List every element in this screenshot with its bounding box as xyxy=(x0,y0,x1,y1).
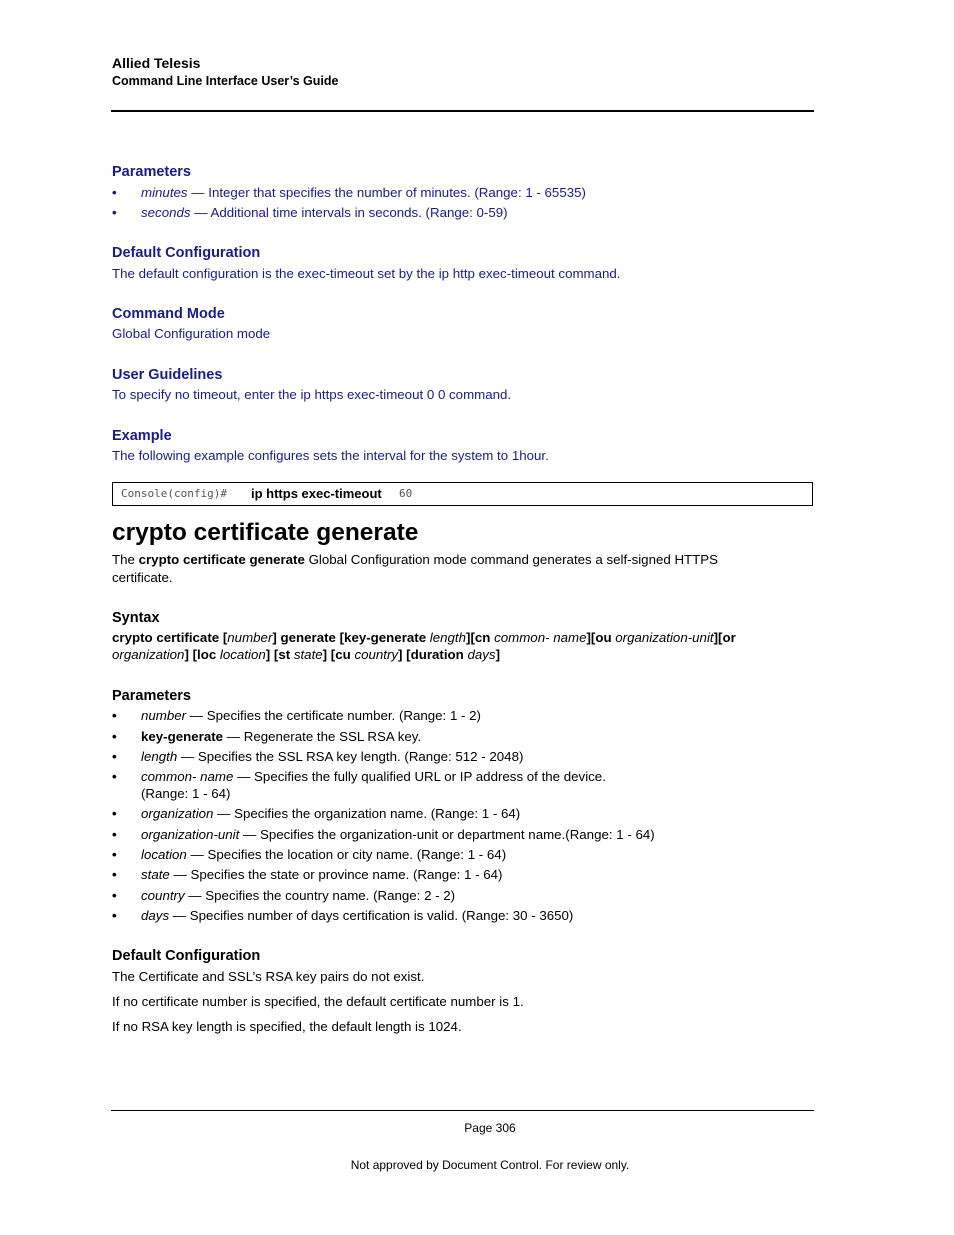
param-term: number xyxy=(141,708,187,723)
intro-line-2: certificate. xyxy=(112,570,173,585)
command-mode-text: Global Configuration mode xyxy=(112,326,271,341)
syntax-argument: organization-unit xyxy=(615,630,714,645)
param-desc: — Specifies the state or province name. (Range: 1 - 64) xyxy=(169,867,503,882)
param-desc: — Specifies the location or city name. (Range: 1 - 64) xyxy=(186,847,507,862)
param-term: organization-unit xyxy=(141,827,240,842)
parameters-heading: Parameters xyxy=(112,164,191,180)
param-desc: — Specifies the organization name. (Range: 1 - 64) xyxy=(213,806,521,821)
header-rule xyxy=(111,110,814,112)
parameters-heading: Parameters xyxy=(112,688,191,704)
console-prompt: Console(config)# xyxy=(121,487,227,500)
bullet: • xyxy=(112,708,117,723)
param-term: country xyxy=(141,888,185,903)
default-line-3: If no RSA key length is specified, the default length is 1024. xyxy=(112,1019,462,1034)
code-example-box xyxy=(112,482,813,506)
intro-line-1: The crypto certificate generate Global Configuration mode command generates a self-signed HTTPS xyxy=(112,552,719,567)
param-desc: — Additional time intervals in seconds. (Range: 0-59) xyxy=(190,205,508,220)
param-desc: — Specifies the country name. (Range: 2 - 2) xyxy=(184,888,456,903)
default-config-text: The default configuration is the exec-timeout set by the ip http exec-timeout command. xyxy=(112,266,621,281)
command-mode-heading: Command Mode xyxy=(112,306,225,322)
syntax-keyword: ][or xyxy=(713,630,736,645)
syntax-keyword: ] xyxy=(495,647,501,662)
param-desc: — Specifies the fully qualified URL or IP address of the device. xyxy=(233,769,606,784)
param-term: days xyxy=(141,908,170,923)
example-text: The following example configures sets the interval for the system to 1hour. xyxy=(112,448,549,463)
syntax-keyword: ] [loc xyxy=(184,647,220,662)
param-term: location xyxy=(141,847,187,862)
param-term: seconds xyxy=(141,205,191,220)
param-desc: — Regenerate the SSL RSA key. xyxy=(223,729,422,744)
param-term: state xyxy=(141,867,170,882)
param-desc: — Integer that specifies the number of minutes. (Range: 1 - 65535) xyxy=(187,185,586,200)
syntax-keyword: ][cn xyxy=(466,630,495,645)
param-term: key-generate xyxy=(141,729,224,744)
bullet: • xyxy=(112,847,117,862)
console-argument: 60 xyxy=(399,487,413,500)
bullet: • xyxy=(112,205,117,220)
syntax-keyword: ] generate [key-generate xyxy=(272,630,430,645)
user-guidelines-heading: User Guidelines xyxy=(112,367,223,383)
bullet: • xyxy=(112,867,117,882)
default-line-1: The Certificate and SSL’s RSA key pairs do not exist. xyxy=(112,969,425,984)
syntax-heading: Syntax xyxy=(112,610,160,626)
syntax-argument: number xyxy=(227,630,273,645)
param-desc: — Specifies the certificate number. (Range: 1 - 2) xyxy=(186,708,481,723)
console-command: ip https exec-timeout xyxy=(251,486,382,501)
syntax-keyword: ][ou xyxy=(586,630,616,645)
bullet: • xyxy=(112,827,117,842)
company-name: Allied Telesis xyxy=(112,55,201,71)
param-desc: — Specifies number of days certification is valid. (Range: 30 - 3650) xyxy=(169,908,574,923)
syntax-argument: length xyxy=(429,630,467,645)
review-note: Not approved by Document Control. For review only. xyxy=(350,1158,630,1172)
syntax-keyword: crypto certificate [ xyxy=(112,630,228,645)
syntax-argument: location xyxy=(219,647,266,662)
param-desc: — Specifies the SSL RSA key length. (Range: 512 - 2048) xyxy=(177,749,524,764)
guide-title: Command Line Interface User’s Guide xyxy=(112,74,339,88)
syntax-argument: state xyxy=(293,647,323,662)
param-term: length xyxy=(141,749,178,764)
syntax-argument: days xyxy=(467,647,496,662)
syntax-argument: common- name xyxy=(494,630,587,645)
param-desc-continued: (Range: 1 - 64) xyxy=(141,786,231,801)
syntax-line-2 xyxy=(112,647,500,662)
syntax-keyword: ] [cu xyxy=(322,647,355,662)
param-desc: — Specifies the organization-unit or department name.(Range: 1 - 64) xyxy=(239,827,655,842)
param-term: organization xyxy=(141,806,214,821)
syntax-argument: country xyxy=(354,647,399,662)
intro-command: crypto certificate generate xyxy=(138,552,305,567)
page-title: crypto certificate generate xyxy=(112,519,419,546)
example-heading: Example xyxy=(112,428,172,444)
syntax-argument: organization xyxy=(112,647,185,662)
bullet: • xyxy=(112,888,117,903)
syntax-keyword: ] [duration xyxy=(398,647,468,662)
param-term: common- name xyxy=(141,769,234,784)
bullet: • xyxy=(112,908,117,923)
user-guidelines-text: To specify no timeout, enter the ip https exec-timeout 0 0 command. xyxy=(112,387,512,402)
syntax-line-1 xyxy=(112,630,736,645)
bullet: • xyxy=(112,769,117,784)
bullet: • xyxy=(112,749,117,764)
page-number: Page 306 xyxy=(464,1121,516,1135)
bullet: • xyxy=(112,185,117,200)
bullet: • xyxy=(112,729,117,744)
bullet: • xyxy=(112,806,117,821)
syntax-keyword: ] [st xyxy=(265,647,294,662)
param-term: minutes xyxy=(141,185,188,200)
default-config-heading: Default Configuration xyxy=(112,245,261,261)
footer-rule xyxy=(111,1110,814,1111)
default-line-2: If no certificate number is specified, the default certificate number is 1. xyxy=(112,994,524,1009)
default-config-heading: Default Configuration xyxy=(112,948,261,964)
